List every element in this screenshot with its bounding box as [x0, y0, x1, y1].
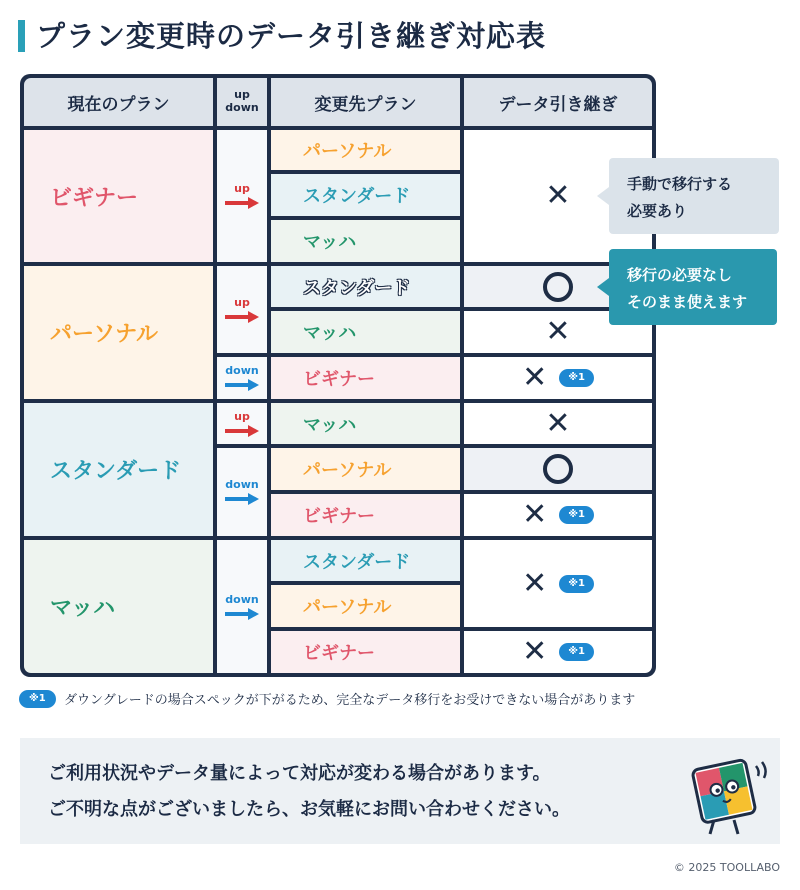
direction-cell	[217, 130, 267, 262]
callout-auto-line1: 移行の必要なし	[627, 266, 733, 284]
callout-tail	[597, 278, 609, 296]
direction-cell	[217, 448, 267, 536]
circle-mark-icon	[543, 454, 573, 484]
cross-mark-icon: ✕	[522, 497, 548, 532]
header-current-plan: 現在のプラン	[24, 78, 213, 126]
direction-label-up: up	[234, 182, 250, 195]
header-target-plan: 変更先プラン	[271, 78, 460, 126]
footnote-badge: ※1	[19, 690, 56, 708]
up-arrow-icon	[225, 197, 259, 209]
cross-mark-icon: ✕	[522, 565, 548, 601]
up-arrow-icon	[225, 311, 259, 323]
current-plan-personal: パーソナル	[24, 266, 213, 399]
target-plan-mach: マッハ	[271, 220, 460, 262]
target-plan-mach: マッハ	[271, 403, 460, 444]
current-plan-beginner: ビギナー	[24, 130, 213, 262]
down-arrow-icon	[225, 379, 259, 391]
callout-no-migration	[609, 249, 777, 325]
up-arrow-icon	[225, 425, 259, 437]
footnote-text: ダウングレードの場合スペックが下がるため、完全なデータ移行をお受けできない場合があります	[64, 693, 636, 708]
header-data-transfer: データ引き継ぎ	[464, 78, 652, 126]
circle-mark-icon	[543, 272, 573, 302]
callout-auto-line2: そのまま使えます	[627, 293, 748, 311]
cross-mark-icon: ✕	[545, 314, 571, 349]
transfer-result-cell	[464, 403, 652, 444]
callout-manual-migration	[609, 158, 779, 234]
target-plan-beginner: ビギナー	[271, 631, 460, 673]
target-plan-personal: パーソナル	[271, 130, 460, 170]
transfer-result-cell	[464, 357, 652, 399]
current-plan-mach: マッハ	[24, 540, 213, 673]
transfer-result-cell	[464, 494, 652, 536]
mascot-illustration	[688, 754, 772, 838]
callout-manual-line2: 必要あり	[627, 202, 688, 220]
note-badge: ※1	[559, 575, 594, 593]
direction-cell	[217, 403, 267, 444]
cross-mark-icon: ✕	[545, 405, 571, 441]
target-plan-personal: パーソナル	[271, 448, 460, 490]
direction-cell	[217, 357, 267, 399]
down-arrow-icon	[225, 608, 259, 620]
header-direction-up: up	[234, 88, 250, 102]
target-plan-standard: スタンダード	[271, 266, 460, 307]
down-arrow-icon	[225, 493, 259, 505]
direction-label-up: up	[234, 409, 250, 423]
target-plan-standard: スタンダード	[271, 540, 460, 581]
message-line1: ご利用状況やデータ量によって対応が変わる場合があります。	[48, 763, 551, 784]
target-plan-personal: パーソナル	[271, 585, 460, 627]
target-plan-beginner: ビギナー	[271, 357, 460, 399]
copyright: © 2025 TOOLLABO	[673, 861, 780, 874]
direction-label-down: down	[225, 364, 259, 377]
cross-mark-icon: ✕	[545, 178, 571, 213]
contact-message-box	[20, 738, 780, 844]
cross-mark-icon: ✕	[522, 360, 548, 395]
title-accent-bar	[18, 20, 25, 52]
direction-cell	[217, 266, 267, 353]
note-badge: ※1	[559, 369, 594, 387]
header-direction	[217, 78, 267, 126]
current-plan-standard: スタンダード	[24, 403, 213, 536]
note-badge: ※1	[559, 643, 594, 661]
transfer-result-cell	[464, 540, 652, 627]
plan-change-table	[20, 74, 656, 677]
direction-label-down: down	[225, 592, 259, 606]
note-badge: ※1	[559, 506, 594, 524]
transfer-result-cell	[464, 631, 652, 673]
header-direction-down: down	[225, 101, 259, 114]
message-line2: ご不明な点がございましたら、お気軽にお問い合わせください。	[48, 799, 570, 820]
direction-label-down: down	[225, 478, 259, 491]
callout-tail	[597, 187, 609, 205]
target-plan-standard: スタンダード	[271, 174, 460, 216]
target-plan-mach: マッハ	[271, 311, 460, 353]
direction-cell	[217, 540, 267, 673]
page-title: プラン変更時のデータ引き継ぎ対応表	[36, 19, 547, 53]
callout-manual-line1: 手動で移行する	[627, 175, 733, 193]
cross-mark-icon: ✕	[522, 634, 548, 669]
direction-label-up: up	[234, 295, 250, 309]
transfer-result-cell	[464, 448, 652, 490]
target-plan-beginner: ビギナー	[271, 494, 460, 536]
